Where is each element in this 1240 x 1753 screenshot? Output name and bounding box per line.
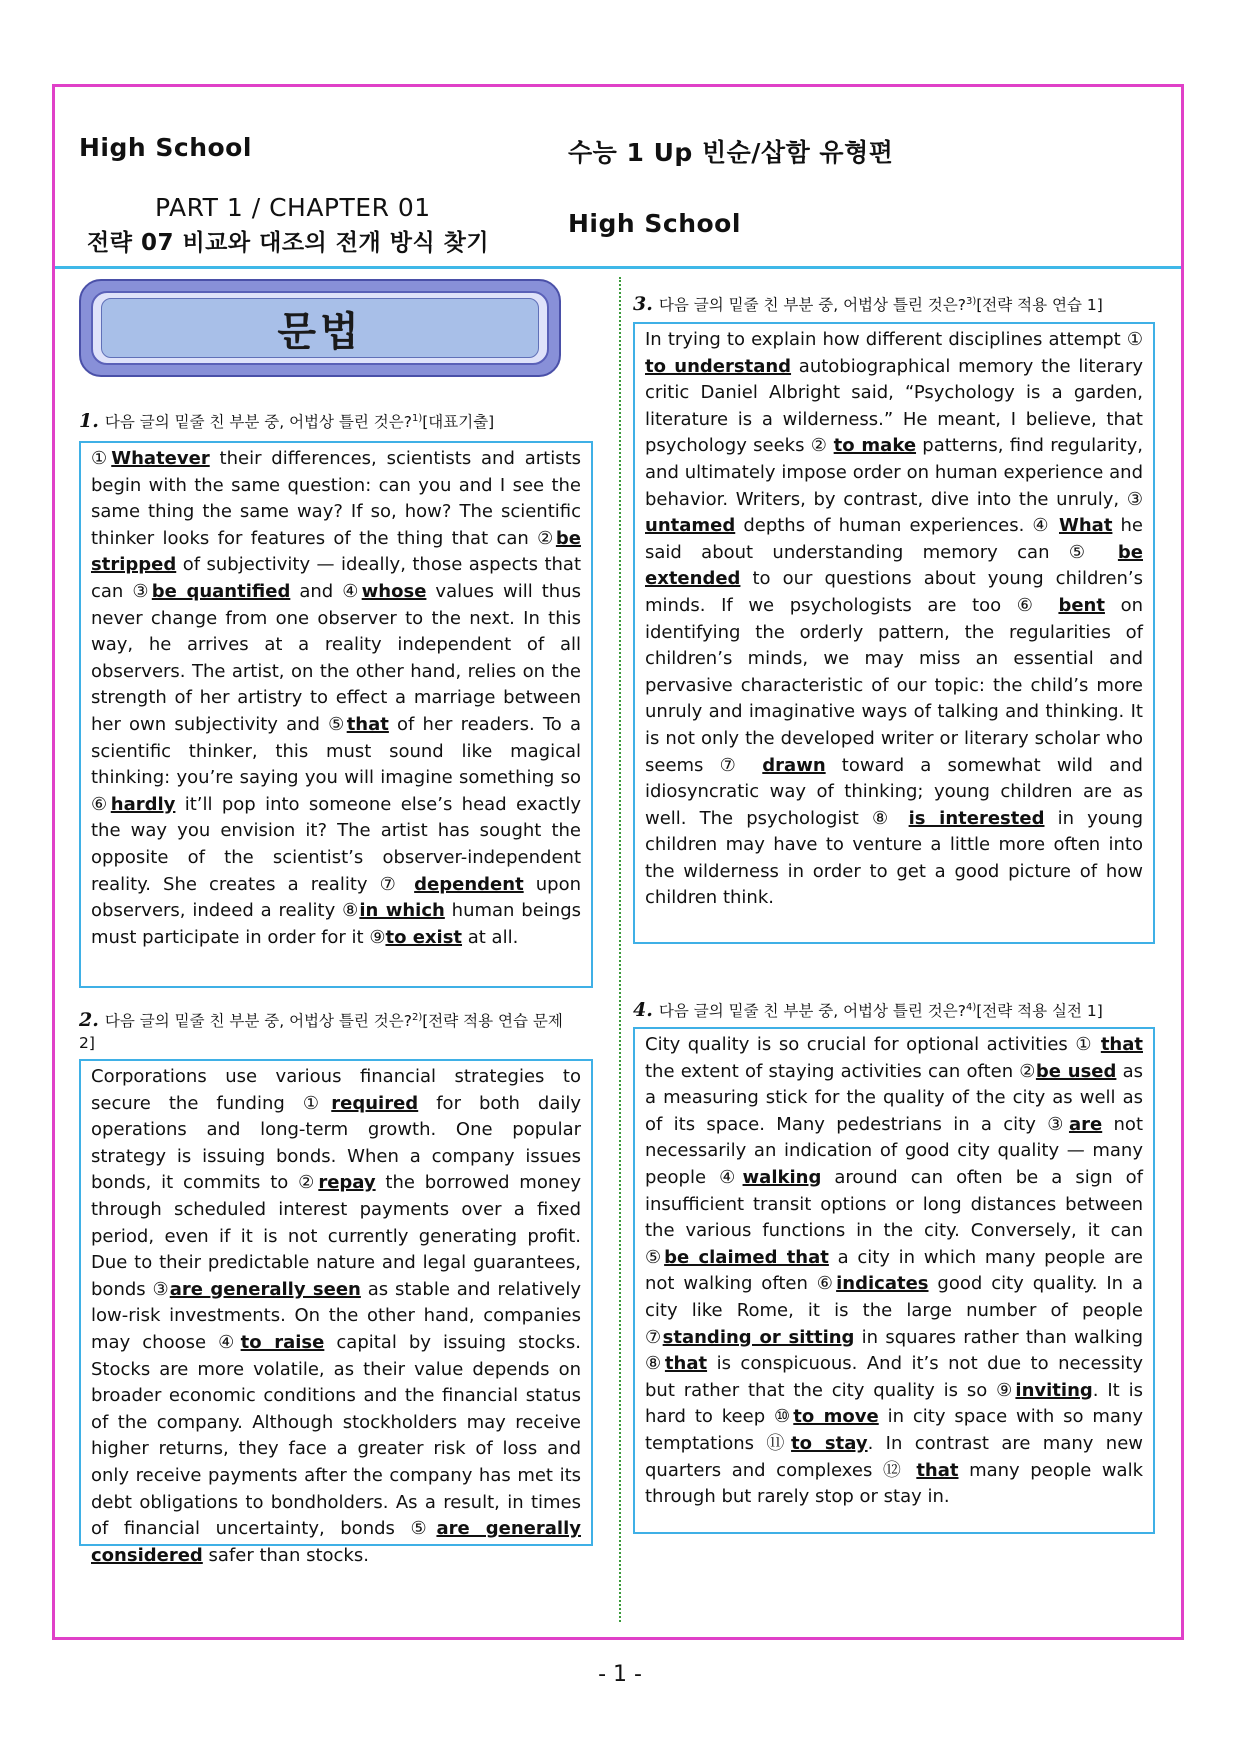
passage-text: values will thus never change from one observer to the next. In this way, he arrives at a reality independent of all observers. The artist, on the other hand, relies on the strength of her artistry to effect a marriage between her own subjectivity and ⑤ [91,580,581,735]
question-4-passage [633,1027,1155,1534]
passage-text: not necessarily an indication of good city quality — many people ④ [645,1113,1144,1188]
page-header [55,87,1181,269]
underlined-choice: required [331,1092,419,1114]
question-3-title: 3. 다음 글의 밑줄 친 부분 중, 어법상 틀린 것은?$^{3)}$[전략 적용 연습 1] [633,293,1103,316]
underlined-choice: be extended [645,541,1143,590]
passage-text: the borrowed money through scheduled interest payments over a fixed period, even if it is not currently generating profit. Due to their predictable nature and legal guarantees, bonds ③ [91,1172,581,1300]
underlined-choice: indicates [836,1273,929,1295]
underlined-choice: is interested [908,807,1045,829]
passage-text: capital by issuing stocks. Stocks are more volatile, as their value depends on broader economic conditions and the financial status of the company. Although stockholders may receive higher returns, they face a greater risk of loss and only receive payments after the company has met its debt obligations to bondholders. As a result, in times of financial uncertainty, bonds ⑤ [91,1331,581,1540]
underlined-choice: Whatever [111,448,210,469]
passage-text: in squares rather than walking ⑧ [645,1326,1143,1375]
underlined-choice: to stay [791,1432,868,1454]
passage-text: human beings must participate in order for it ⑨ [91,900,581,948]
part-chapter: PART 1 / CHAPTER 01 [155,193,431,222]
underlined-choice: to move [793,1406,879,1428]
underlined-choice: whose [361,580,427,602]
underlined-choice: that [346,713,389,735]
passage-text: as stable and relatively low-risk investments. On the other hand, companies may choose ④ [91,1278,581,1353]
underlined-choice: to make [833,435,917,457]
passage-text: patterns, find regularity, and ultimately impose order on human experience and behavior. Writers, by contrast, dive into the unruly, ③ [645,435,1143,510]
passage-text: to our questions about young children’s minds. If we psychologists are too ⑥ [645,568,1143,616]
question-2-title: 2. 다음 글의 밑줄 친 부분 중, 어법상 틀린 것은?$^{2)}$[전략 적용 연습 문제 2] [79,1009,563,1053]
passage-text: safer than stocks. [202,1544,369,1566]
underlined-choice: repay [318,1172,376,1194]
passage-text: he said about understanding memory can ⑤ [645,515,1143,563]
underlined-choice: to raise [240,1331,325,1353]
underlined-choice: that [1100,1034,1143,1055]
underlined-choice: in which [359,900,445,922]
underlined-choice: are [1068,1113,1103,1135]
strategy-title: 전략 07 비교와 대조의 전개 방식 찾기 [87,230,490,256]
passage-text: for both daily operations and long-term growth. One popular strategy is issuing bonds. When a company issues bonds, it commits to ② [91,1092,582,1194]
underlined-choice: dependent [414,873,524,895]
passage-text: their differences, scientists and artists begin with the same question: can you and I see the same thing the same way? If so, how? The scientific thinker looks for features of the thing that can ② [91,448,582,549]
passage-text: on identifying the orderly pattern, the regularities of children’s minds, we may miss an essential and pervasive characteristic of our topic: the child’s more unruly and imaginative ways of talking and thinking. It is not only the developed writer or literary scholar who seems ⑦ [645,594,1143,776]
passage-text: as a measuring stick for the quality of the city as well as of its space. Many pedestrians in a city ③ [645,1060,1143,1135]
underlined-choice: be quantified [151,580,291,602]
passage-text: a city in which many people are not walking often ⑥ [645,1246,1143,1295]
passage-text: . In contrast are many new quarters and complexes ⑫ [645,1432,1143,1481]
passage-text: in young children may have to venture a little more often into the wilderness in order to get a good picture of how children think. [645,807,1144,909]
passage-text: of her readers. To a scientific thinker, this must sound like magical thinking: you’re saying you will imagine something so ⑥ [91,713,581,815]
passage-text: ① [91,448,112,469]
underlined-choice: bent [1058,594,1105,616]
page-number: - 1 - [598,1662,642,1687]
question-3-passage [633,322,1155,944]
underlined-choice: are generally seen [169,1278,361,1300]
passage-text: around can often be a sign of insufficient transit options or long distances between the various functions in the city. Conversely, it can ⑤ [645,1166,1144,1268]
underlined-choice: that [664,1353,708,1375]
passage-text: autobiographical memory the literary critic Daniel Albright said, “Psychology is a garden, literature is a wilderness.” He meant, I believe, that psychology seeks ② [645,355,1144,457]
underlined-choice: untamed [645,515,736,537]
underlined-choice: be used [1035,1060,1117,1082]
question-2-passage [79,1059,593,1566]
passage-text: and ④ [290,580,362,602]
passage-text: at all. [462,926,519,948]
underlined-choice: hardly [110,793,176,815]
page-frame [52,84,1184,1640]
passage-text: in city space with so many temptations ⑪ [645,1406,1143,1454]
question-4-title: 4. 다음 글의 밑줄 친 부분 중, 어법상 틀린 것은?$^{4)}$[전략 적용 실전 1] [633,999,1103,1022]
passage-text: depths of human experiences. ④ [735,515,1059,537]
underlined-choice: be stripped [91,527,581,576]
section-banner [79,279,561,377]
passage-text: . It is hard to keep ⑩ [645,1379,1143,1428]
school-label-right: High School [568,209,741,238]
underlined-choice: standing or sitting [662,1326,855,1348]
passage-text: of subjectivity — ideally, those aspects that can ③ [91,554,581,602]
passage-text: it’ll pop into someone else’s head exactly the way you envision it? The artist has sought the opposite of the scientist’s observer-independent reality. She creates a reality ⑦ [91,793,581,895]
book-title: 수능 1 Up 빈순/삽함 유형편 [568,138,894,167]
underlined-choice: inviting [1015,1379,1093,1401]
section-banner-label: 문법 [277,308,363,355]
underlined-choice: are generally considered [91,1518,581,1566]
underlined-choice: to understand [645,355,792,377]
passage-text: many people walk through but rarely stop or stay in. [645,1459,1144,1508]
passage-text: good city quality. In a city like Rome, it is the large number of people ⑦ [645,1273,1143,1348]
underlined-choice: be claimed that [664,1246,829,1268]
passage-text: upon observers, indeed a reality ⑧ [91,873,581,922]
passage-text: toward a somewhat wild and idiosyncratic way of thinking; young children are as well. The psychologist ⑧ [645,754,1143,829]
passage-text: the extent of staying activities can often ② [645,1060,1036,1082]
underlined-choice: What [1059,515,1113,537]
underlined-choice: that [916,1459,959,1481]
passage-text: City quality is so crucial for optional activities ① [645,1034,1101,1055]
column-divider [619,277,621,1622]
school-label-left: High School [79,133,252,162]
question-1-title: 1. 다음 글의 밑줄 친 부분 중, 어법상 틀린 것은?$^{1)}$[대표기출] [79,410,495,433]
question-1-passage [79,441,593,988]
passage-text: In trying to explain how different disciplines attempt ① [645,329,1143,350]
underlined-choice: to exist [385,926,463,948]
passage-text: Corporations use various financial strategies to secure the funding ① [91,1066,581,1114]
underlined-choice: walking [742,1166,822,1188]
underlined-choice: drawn [762,754,826,776]
passage-text: is conspicuous. And it’s not due to necessity but rather that the city quality is so ⑨ [645,1353,1143,1401]
